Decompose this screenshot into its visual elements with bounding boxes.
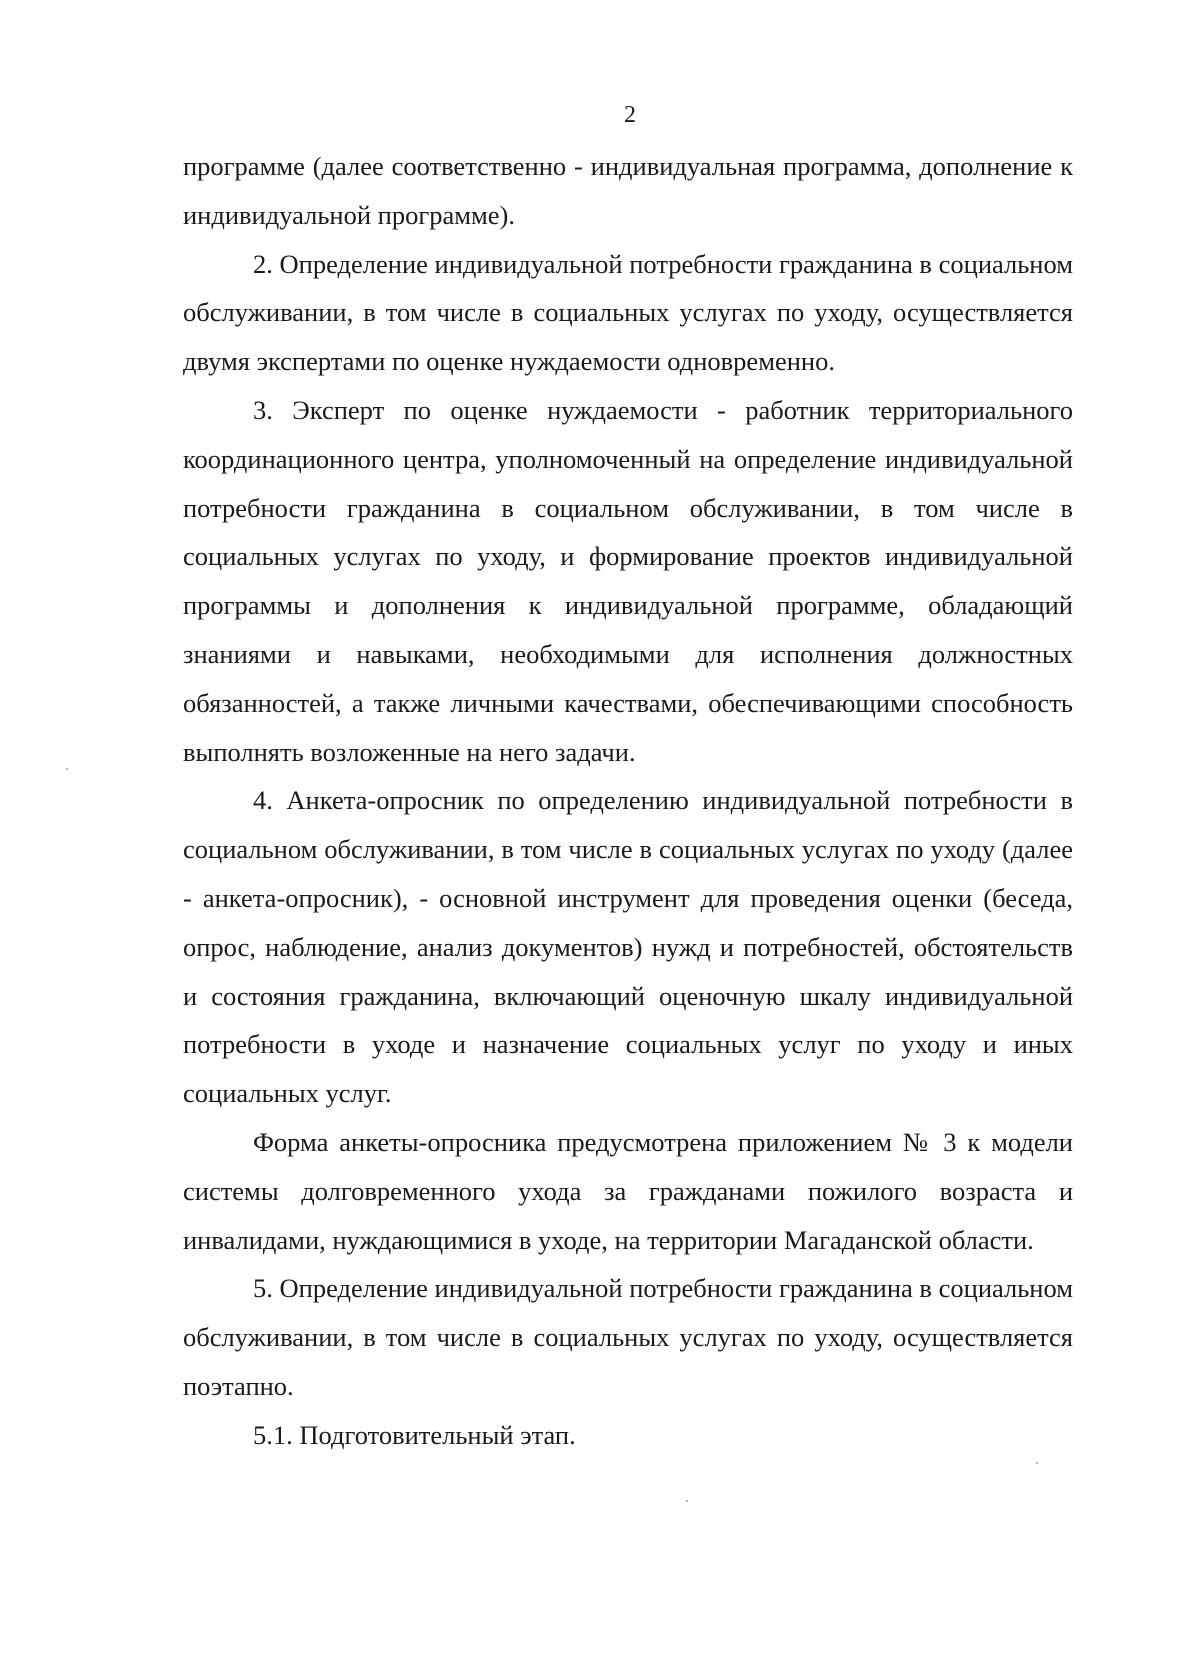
- paragraph-form-reference: Форма анкеты-опросника предусмотрена приложением № 3 к модели системы долговременного ухода за гражданами пожилого возраста и инвалидами, нуждающимися в уходе, на территории Магаданской области.: [183, 1126, 1073, 1255]
- paragraph-item-2: 2. Определение индивидуальной потребности гражданина в социальном обслуживании, в том числе в социальных услугах по уходу, осуществляется двумя экспертами по оценке нуждаемости одновременно.: [183, 248, 1073, 377]
- scan-speck: [1036, 1462, 1038, 1464]
- document-body: [183, 142, 1073, 1460]
- paragraph-continuation: программе (далее соответственно - индивидуальная программа, дополнение к индивидуальной программе).: [183, 151, 1073, 230]
- paragraph-item-5-1: 5.1. Подготовительный этап.: [253, 1419, 576, 1450]
- page-number: 2: [624, 102, 636, 128]
- scan-speck: [686, 1500, 688, 1502]
- scan-speck: [66, 768, 68, 770]
- paragraph-item-3: 3. Эксперт по оценке нуждаемости - работник территориального координационного центра, уполномоченный на определение индивидуальной потребности гражданина в социальном обслуживании, в том числе в социальных услугах по уходу, и формирование проектов индивидуальной программы и дополнения к индивидуальной программе, обладающий знаниями и навыками, необходимыми для исполнения должностных обязанностей, а также личными качествами, обеспечивающими способность выполнять возложенные на него задачи.: [183, 394, 1073, 767]
- paragraph-item-4: 4. Анкета-опросник по определению индивидуальной потребности в социальном обслуживании, в том числе в социальных услугах по уходу (далее - анкета-опросник), - основной инструмент для проведения оценки (беседа, опрос, наблюдение, анализ документов) нужд и потребностей, обстоятельств и состояния гражданина, включающий оценочную шкалу индивидуальной потребности в уходе и назначение социальных услуг по уходу и иных социальных услуг.: [183, 785, 1073, 1109]
- paragraph-item-5: 5. Определение индивидуальной потребности гражданина в социальном обслуживании, в том числе в социальных услугах по уходу, осуществляется поэтапно.: [183, 1273, 1073, 1401]
